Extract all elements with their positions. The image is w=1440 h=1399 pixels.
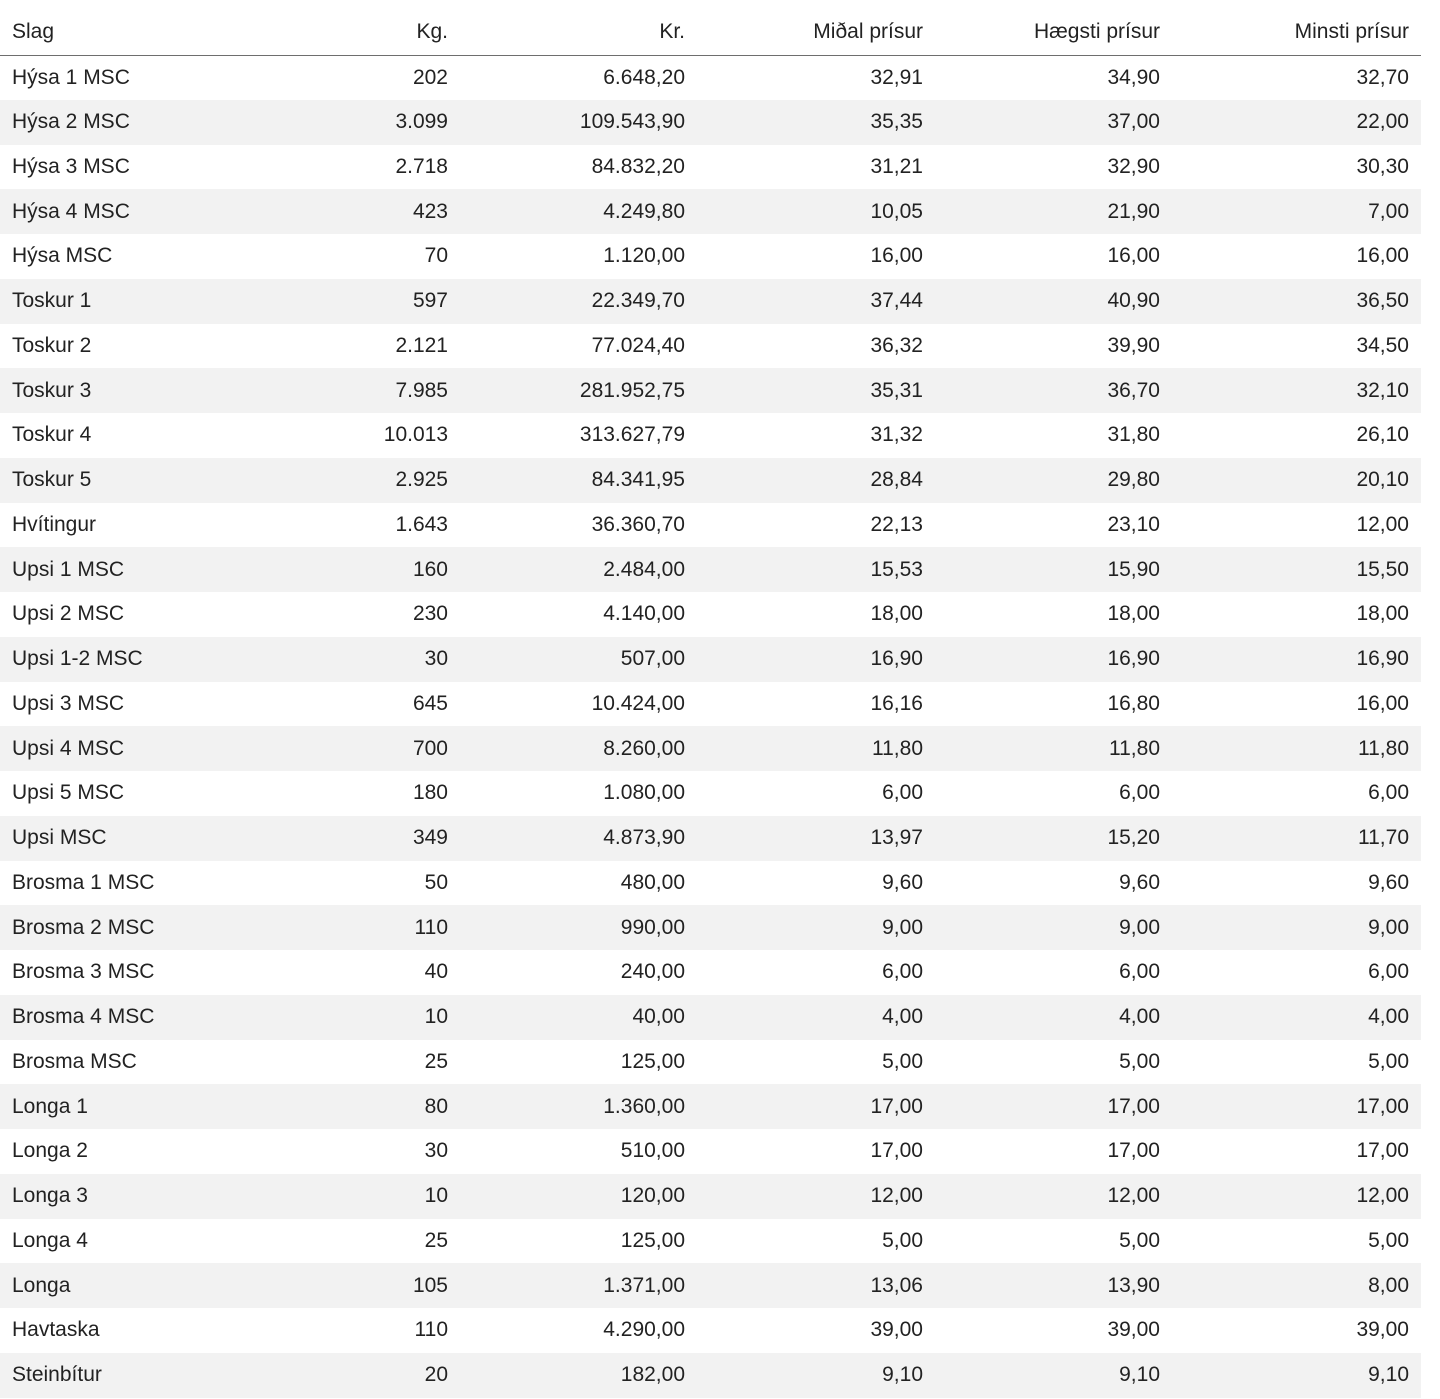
table-row [0, 1084, 1421, 1129]
cell-kg: 423 [412, 199, 448, 223]
table-row [0, 279, 1421, 324]
cell-highest-price: 39,00 [1107, 1318, 1160, 1342]
cell-kg: 700 [412, 736, 448, 760]
table-row [0, 100, 1421, 145]
cell-kr: 1.080,00 [603, 781, 685, 805]
table-row [0, 682, 1421, 727]
cell-kg: 40 [424, 960, 448, 984]
table-row [0, 55, 1421, 100]
cell-highest-price: 6,00 [1119, 960, 1160, 984]
cell-average-price: 39,00 [870, 1318, 923, 1342]
cell-slag: Havtaska [12, 1318, 100, 1342]
cell-highest-price: 13,90 [1107, 1273, 1160, 1297]
cell-highest-price: 34,90 [1107, 65, 1160, 89]
cell-highest-price: 36,70 [1107, 378, 1160, 402]
table-row [0, 234, 1421, 279]
cell-highest-price: 17,00 [1107, 1139, 1160, 1163]
cell-kr: 40,00 [632, 1005, 685, 1029]
cell-slag: Longa 3 [12, 1184, 88, 1208]
cell-kg: 25 [424, 1228, 448, 1252]
cell-highest-price: 40,90 [1107, 289, 1160, 313]
cell-kr: 1.360,00 [603, 1094, 685, 1118]
cell-average-price: 10,05 [870, 199, 923, 223]
cell-highest-price: 23,10 [1107, 512, 1160, 536]
cell-lowest-price: 6,00 [1368, 781, 1409, 805]
cell-average-price: 16,90 [870, 647, 923, 671]
cell-kr: 120,00 [620, 1184, 685, 1208]
cell-average-price: 35,35 [870, 110, 923, 134]
cell-average-price: 17,00 [870, 1139, 923, 1163]
cell-kg: 645 [412, 691, 448, 715]
cell-slag: Brosma 1 MSC [12, 870, 155, 894]
cell-kg: 349 [412, 826, 448, 850]
cell-average-price: 13,06 [870, 1273, 923, 1297]
table-row [0, 1353, 1421, 1398]
cell-slag: Upsi 4 MSC [12, 736, 125, 760]
cell-highest-price: 21,90 [1107, 199, 1160, 223]
cell-highest-price: 37,00 [1107, 110, 1160, 134]
cell-slag: Brosma MSC [12, 1049, 137, 1073]
table-row [0, 1129, 1421, 1174]
table-row [0, 1174, 1421, 1219]
cell-kr: 4.873,90 [603, 826, 685, 850]
cell-lowest-price: 9,60 [1368, 870, 1409, 894]
header-highest-price[interactable]: Hægsti prísur [935, 0, 1172, 55]
cell-lowest-price: 9,00 [1368, 915, 1409, 939]
cell-slag: Hýsa MSC [12, 244, 113, 268]
cell-highest-price: 31,80 [1107, 423, 1160, 447]
cell-kr: 313.627,79 [579, 423, 685, 447]
cell-average-price: 31,21 [870, 154, 923, 178]
cell-average-price: 18,00 [870, 602, 923, 626]
cell-kr: 10.424,00 [591, 691, 685, 715]
cell-kr: 480,00 [620, 870, 685, 894]
cell-lowest-price: 16,90 [1356, 647, 1409, 671]
cell-lowest-price: 30,30 [1356, 154, 1409, 178]
cell-kg: 80 [424, 1094, 448, 1118]
cell-highest-price: 4,00 [1119, 1005, 1160, 1029]
cell-lowest-price: 4,00 [1368, 1005, 1409, 1029]
cell-slag: Upsi 1 MSC [12, 557, 125, 581]
cell-average-price: 16,00 [870, 244, 923, 268]
cell-kr: 4.140,00 [603, 602, 685, 626]
cell-kg: 2.718 [395, 154, 448, 178]
cell-kr: 507,00 [620, 647, 685, 671]
table-row [0, 905, 1421, 950]
cell-lowest-price: 7,00 [1368, 199, 1409, 223]
cell-highest-price: 5,00 [1119, 1049, 1160, 1073]
table-row [0, 547, 1421, 592]
cell-average-price: 6,00 [882, 781, 923, 805]
cell-highest-price: 9,00 [1119, 915, 1160, 939]
cell-kg: 7.985 [395, 378, 448, 402]
cell-lowest-price: 20,10 [1356, 468, 1409, 492]
cell-slag: Upsi 1-2 MSC [12, 647, 143, 671]
cell-lowest-price: 32,70 [1356, 65, 1409, 89]
cell-lowest-price: 11,70 [1358, 826, 1409, 850]
cell-kg: 202 [412, 65, 448, 89]
cell-lowest-price: 9,10 [1368, 1363, 1409, 1387]
cell-slag: Toskur 4 [12, 423, 92, 447]
cell-kg: 10.013 [383, 423, 448, 447]
cell-kg: 110 [414, 915, 448, 939]
cell-average-price: 5,00 [882, 1228, 923, 1252]
cell-slag: Upsi MSC [12, 826, 107, 850]
cell-average-price: 22,13 [870, 512, 923, 536]
cell-lowest-price: 8,00 [1368, 1273, 1409, 1297]
cell-kg: 160 [412, 557, 448, 581]
cell-kr: 240,00 [620, 960, 685, 984]
table-row [0, 1308, 1421, 1353]
cell-kg: 180 [412, 781, 448, 805]
cell-slag: Brosma 4 MSC [12, 1005, 155, 1029]
cell-kg: 10 [424, 1184, 448, 1208]
cell-lowest-price: 22,00 [1356, 110, 1409, 134]
cell-average-price: 37,44 [870, 289, 923, 313]
cell-average-price: 9,60 [882, 870, 923, 894]
cell-lowest-price: 5,00 [1368, 1049, 1409, 1073]
cell-slag: Upsi 5 MSC [12, 781, 125, 805]
cell-lowest-price: 32,10 [1356, 378, 1409, 402]
cell-slag: Upsi 3 MSC [12, 691, 125, 715]
cell-average-price: 9,00 [882, 915, 923, 939]
cell-lowest-price: 12,00 [1356, 1184, 1409, 1208]
cell-kr: 510,00 [620, 1139, 685, 1163]
cell-kg: 30 [424, 647, 448, 671]
cell-average-price: 6,00 [882, 960, 923, 984]
cell-kr: 4.249,80 [603, 199, 685, 223]
cell-kg: 2.925 [395, 468, 448, 492]
cell-average-price: 12,00 [870, 1184, 923, 1208]
cell-kr: 2.484,00 [603, 557, 685, 581]
cell-lowest-price: 18,00 [1356, 602, 1409, 626]
cell-kg: 25 [424, 1049, 448, 1073]
cell-slag: Hýsa 2 MSC [12, 110, 130, 134]
table-row [0, 413, 1421, 458]
cell-slag: Steinbítur [12, 1363, 102, 1387]
cell-kr: 36.360,70 [591, 512, 685, 536]
cell-kg: 105 [412, 1273, 448, 1297]
cell-average-price: 13,97 [870, 826, 923, 850]
cell-kg: 1.643 [395, 512, 448, 536]
cell-lowest-price: 26,10 [1356, 423, 1409, 447]
header-kg[interactable]: Kg. [240, 0, 460, 55]
cell-highest-price: 6,00 [1119, 781, 1160, 805]
cell-average-price: 15,53 [870, 557, 923, 581]
cell-kg: 597 [412, 289, 448, 313]
cell-kr: 22.349,70 [591, 289, 685, 313]
cell-average-price: 4,00 [882, 1005, 923, 1029]
cell-highest-price: 9,60 [1119, 870, 1160, 894]
cell-kg: 110 [414, 1318, 448, 1342]
cell-kr: 84.832,20 [591, 154, 685, 178]
cell-kg: 3.099 [395, 110, 448, 134]
cell-highest-price: 39,90 [1107, 333, 1160, 357]
table-row [0, 726, 1421, 771]
header-lowest-price[interactable]: Minsti prísur [1172, 0, 1421, 55]
table-row [0, 324, 1421, 369]
cell-kr: 182,00 [620, 1363, 685, 1387]
cell-kr: 84.341,95 [591, 468, 685, 492]
cell-average-price: 11,80 [872, 736, 923, 760]
cell-average-price: 36,32 [870, 333, 923, 357]
cell-kg: 10 [424, 1005, 448, 1029]
cell-highest-price: 15,20 [1107, 826, 1160, 850]
table-row [0, 458, 1421, 503]
cell-highest-price: 16,90 [1107, 647, 1160, 671]
cell-lowest-price: 36,50 [1356, 289, 1409, 313]
cell-kr: 1.371,00 [603, 1273, 685, 1297]
cell-average-price: 5,00 [882, 1049, 923, 1073]
cell-kg: 2.121 [395, 333, 448, 357]
cell-kr: 77.024,40 [591, 333, 685, 357]
cell-kg: 50 [424, 870, 448, 894]
cell-slag: Hvítingur [12, 512, 97, 536]
cell-kg: 70 [424, 244, 448, 268]
table-row [0, 950, 1421, 995]
header-slag[interactable]: Slag [0, 0, 240, 55]
cell-slag: Toskur 1 [12, 289, 92, 313]
cell-kg: 230 [412, 602, 448, 626]
cell-average-price: 17,00 [870, 1094, 923, 1118]
cell-lowest-price: 17,00 [1356, 1139, 1409, 1163]
header-row [0, 0, 1421, 55]
cell-average-price: 31,32 [870, 423, 923, 447]
cell-kr: 1.120,00 [603, 244, 685, 268]
cell-kr: 125,00 [620, 1049, 685, 1073]
table-row [0, 816, 1421, 861]
cell-lowest-price: 16,00 [1356, 691, 1409, 715]
table-row [0, 771, 1421, 816]
cell-slag: Longa 4 [12, 1228, 88, 1252]
cell-lowest-price: 34,50 [1356, 333, 1409, 357]
cell-highest-price: 11,80 [1109, 736, 1160, 760]
cell-kr: 281.952,75 [579, 378, 685, 402]
cell-average-price: 16,16 [870, 691, 923, 715]
cell-lowest-price: 15,50 [1356, 557, 1409, 581]
table-row [0, 503, 1421, 548]
table-row [0, 861, 1421, 906]
cell-average-price: 35,31 [870, 378, 923, 402]
cell-kr: 6.648,20 [603, 65, 685, 89]
cell-slag: Toskur 5 [12, 468, 92, 492]
cell-kr: 8.260,00 [603, 736, 685, 760]
cell-slag: Brosma 3 MSC [12, 960, 155, 984]
cell-slag: Toskur 3 [12, 378, 92, 402]
table-header [0, 0, 1421, 55]
cell-slag: Hýsa 1 MSC [12, 65, 130, 89]
table-row [0, 1219, 1421, 1264]
cell-highest-price: 15,90 [1107, 557, 1160, 581]
cell-slag: Longa 2 [12, 1139, 88, 1163]
cell-lowest-price: 11,80 [1358, 736, 1409, 760]
cell-kr: 990,00 [620, 915, 685, 939]
table-row [0, 189, 1421, 234]
cell-highest-price: 5,00 [1119, 1228, 1160, 1252]
cell-kg: 20 [424, 1363, 448, 1387]
cell-slag: Longa 1 [12, 1094, 88, 1118]
cell-highest-price: 9,10 [1119, 1363, 1160, 1387]
cell-average-price: 9,10 [882, 1363, 923, 1387]
table-row [0, 592, 1421, 637]
cell-slag: Upsi 2 MSC [12, 602, 125, 626]
cell-kr: 125,00 [620, 1228, 685, 1252]
cell-lowest-price: 39,00 [1356, 1318, 1409, 1342]
cell-highest-price: 32,90 [1107, 154, 1160, 178]
cell-lowest-price: 12,00 [1356, 512, 1409, 536]
cell-highest-price: 18,00 [1107, 602, 1160, 626]
table-row [0, 368, 1421, 413]
table-row [0, 145, 1421, 190]
cell-slag: Hýsa 4 MSC [12, 199, 130, 223]
table-row [0, 637, 1421, 682]
cell-highest-price: 17,00 [1107, 1094, 1160, 1118]
cell-highest-price: 29,80 [1107, 468, 1160, 492]
cell-highest-price: 16,80 [1107, 691, 1160, 715]
cell-kr: 4.290,00 [603, 1318, 685, 1342]
cell-lowest-price: 6,00 [1368, 960, 1409, 984]
cell-kg: 30 [424, 1139, 448, 1163]
cell-average-price: 32,91 [870, 65, 923, 89]
cell-highest-price: 12,00 [1107, 1184, 1160, 1208]
cell-lowest-price: 16,00 [1356, 244, 1409, 268]
header-average-price[interactable]: Miðal prísur [697, 0, 935, 55]
cell-slag: Longa [12, 1273, 71, 1297]
table-row [0, 995, 1421, 1040]
cell-highest-price: 16,00 [1107, 244, 1160, 268]
cell-slag: Hýsa 3 MSC [12, 154, 130, 178]
cell-lowest-price: 17,00 [1356, 1094, 1409, 1118]
cell-slag: Toskur 2 [12, 333, 92, 357]
table-row [0, 1040, 1421, 1085]
cell-lowest-price: 5,00 [1368, 1228, 1409, 1252]
table-row [0, 1263, 1421, 1308]
table-body [0, 55, 1421, 1398]
header-kr[interactable]: Kr. [460, 0, 697, 55]
cell-kr: 109.543,90 [579, 110, 685, 134]
cell-average-price: 28,84 [870, 468, 923, 492]
cell-slag: Brosma 2 MSC [12, 915, 155, 939]
